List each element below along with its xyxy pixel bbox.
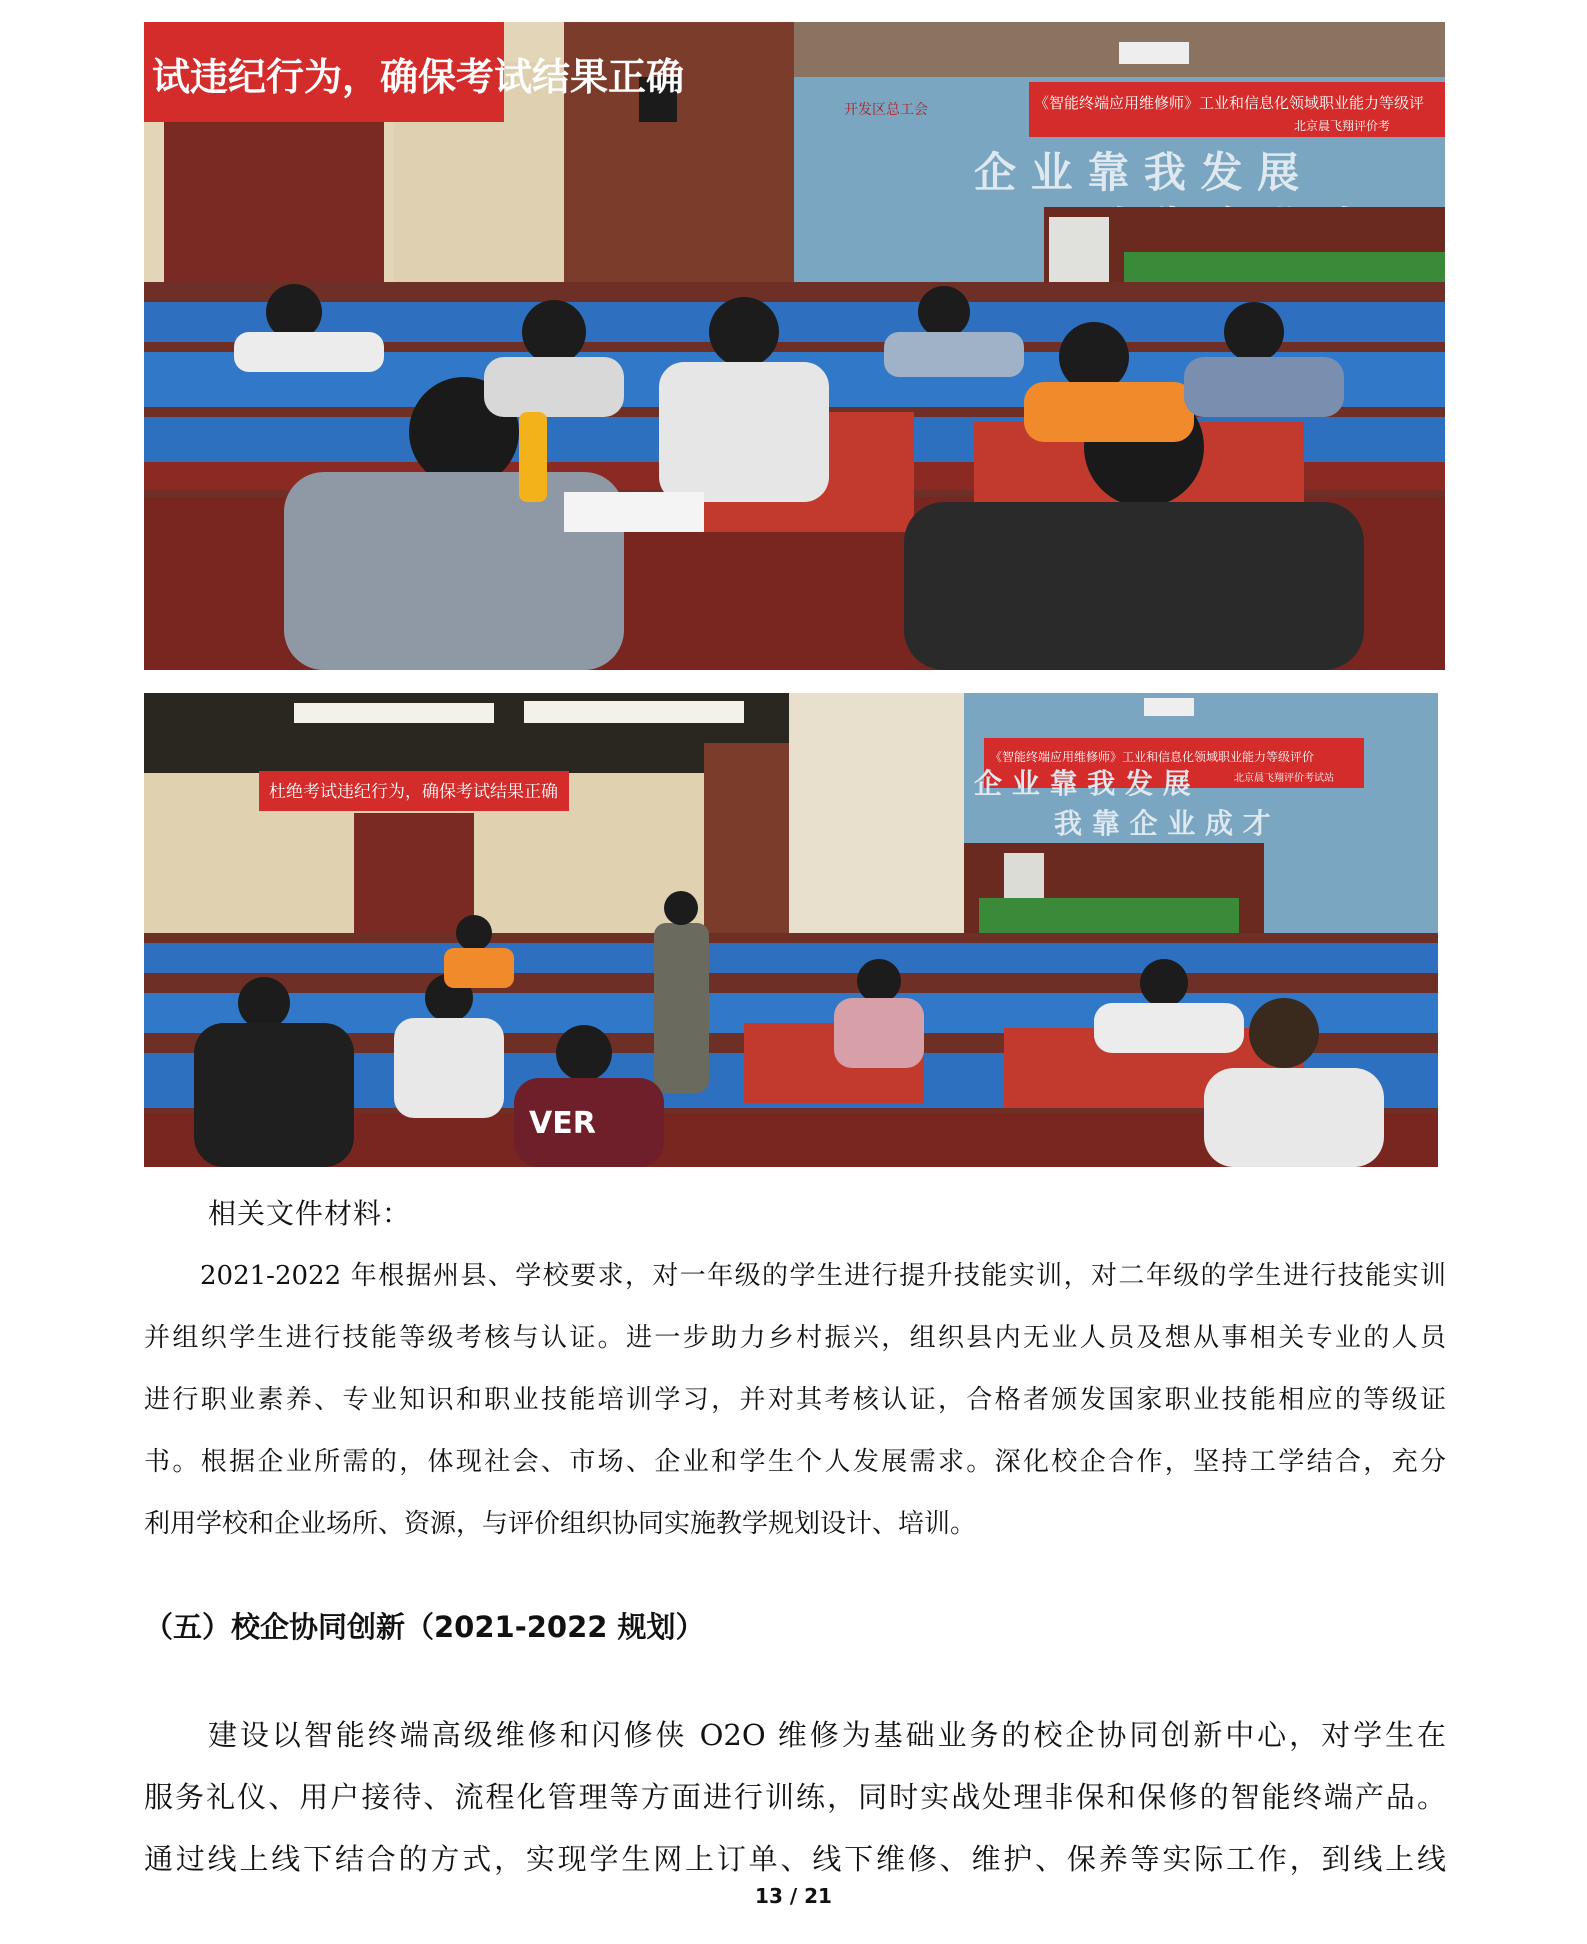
paragraph-2-line-2: 服务礼仪、用户接待、流程化管理等方面进行训练，同时实战处理非保和保修的智能终端产品。 (144, 1780, 1446, 1814)
wall-slogan-2: 我 靠 企 业 成 才 (1054, 807, 1271, 840)
stage-plants (979, 898, 1239, 933)
standing-invigilator (654, 923, 709, 1093)
exam-paper (564, 492, 704, 532)
org-logo-text: 开发区总工会 (844, 102, 928, 118)
projector (1119, 42, 1189, 64)
projector (1144, 698, 1194, 716)
banner-right-text: 《智能终端应用维修师》工业和信息化领域职业能力等级评 (1034, 94, 1425, 112)
banner-right-text: 《智能终端应用维修师》工业和信息化领域职业能力等级评价 (990, 750, 1315, 764)
wall-slogan-1: 企 业 靠 我 发 展 (974, 148, 1300, 197)
section-heading: （五）校企协同创新（2021-2022 规划） (144, 1610, 705, 1644)
wall-slogan-1: 企 业 靠 我 发 展 (974, 767, 1191, 800)
paragraph-2-line-1: 建设以智能终端高级维修和闪修侠 O2O 维修为基础业务的校企协同创新中心，对学生在 (208, 1718, 1446, 1752)
page-number: 13 / 21 (755, 1884, 832, 1908)
photo-2-illustration (144, 693, 1438, 1167)
banner-right-subtext: 北京晨飞翔评价考试站 (1234, 773, 1334, 784)
paragraph-2-line-3: 通过线上线下结合的方式，实现学生网上订单、线下维修、维护、保养等实际工作，到线上线 (144, 1842, 1446, 1876)
photo-1-illustration (144, 22, 1445, 670)
drink-bottle (519, 412, 547, 502)
banner-left-text: 试违纪行为，确保考试结果正确 (152, 55, 685, 99)
banner-left-text: 杜绝考试违纪行为，确保考试结果正确 (269, 782, 558, 802)
shirt-text: VER (529, 1106, 596, 1141)
exam-hall-photo-2 (144, 693, 1438, 1167)
exam-hall-photo-1 (144, 22, 1445, 670)
paragraph-1-line-3: 进行职业素养、专业知识和职业技能培训学习，并对其考核认证，合格者颁发国家职业技能相应的等级证 (144, 1385, 1446, 1415)
banner-right-subtext: 北京晨飞翔评价考 (1294, 119, 1391, 133)
paragraph-1-line-5: 利用学校和企业场所、资源，与评价组织协同实施教学规划设计、培训。 (144, 1509, 977, 1539)
paragraph-1-line-2: 并组织学生进行技能等级考核与认证。进一步助力乡村振兴，组织县内无业人员及想从事相关专业的人员 (144, 1323, 1446, 1353)
paragraph-1-line-4: 书。根据企业所需的，体现社会、市场、企业和学生个人发展需求。深化校企合作，坚持工学结合，充分 (144, 1447, 1446, 1477)
paragraph-1-line-1: 2021-2022 年根据州县、学校要求，对一年级的学生进行提升技能实训，对二年级的学生进行技能实训 (200, 1261, 1446, 1291)
related-materials-label: 相关文件材料： (208, 1197, 412, 1230)
